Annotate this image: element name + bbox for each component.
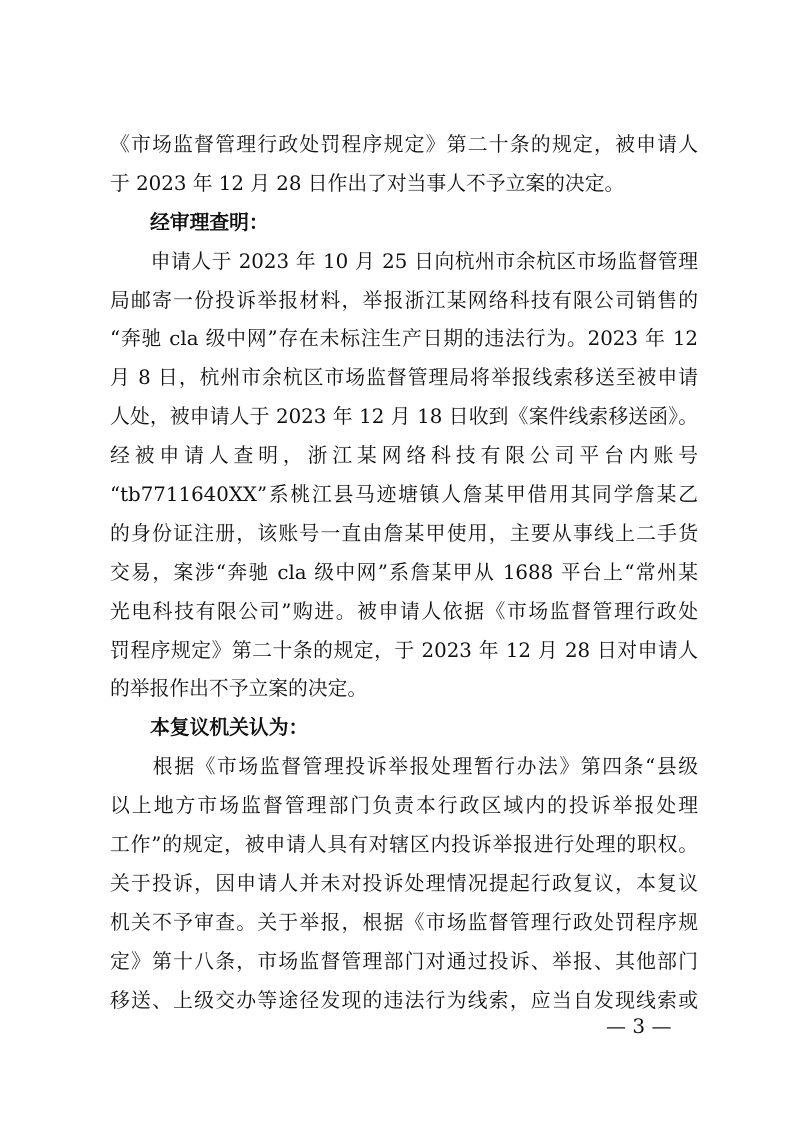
text-line: 关于投诉，因申请人并未对投诉处理情况提起行政复议，本复议 — [110, 871, 698, 895]
text-line: 定》第十八条，市场监督管理部门对通过投诉、举报、其他部门 — [110, 949, 698, 973]
text-line: 罚程序规定》第二十条的规定，于 2023 年 12 月 28 日对申请人 — [110, 638, 698, 662]
text-line: 的举报作出不予立案的决定。 — [110, 677, 368, 701]
text-line: 的身份证注册，该账号一直由詹某甲使用，主要从事线上二手货 — [110, 521, 698, 545]
text-line: 经被申请人查明，浙江某网络科技有限公司平台内账号 — [110, 444, 698, 468]
page-number: — 3 — — [606, 1014, 672, 1038]
text-line: “奔驰 cla 级中网”存在未标注生产日期的违法行为。2023 年 12 — [110, 327, 698, 351]
text-line: 人处，被申请人于 2023 年 12 月 18 日收到《案件线索移送函》。 — [110, 405, 698, 429]
text-line: 根据《市场监督管理投诉举报处理暂行办法》第四条“县级 — [110, 755, 698, 779]
text-line: 以上地方市场监督管理部门负责本行政区域内的投诉举报处理 — [110, 794, 698, 818]
section-heading-opinion: 本复议机关认为： — [150, 716, 309, 740]
text-line: 月 8 日，杭州市余杭区市场监督管理局将举报线索移送至被申请 — [110, 366, 698, 390]
text-line: “tb7711640XX”系桃江县马迹塘镇人詹某甲借用其同学詹某乙 — [110, 483, 698, 507]
text-line: 工作”的规定，被申请人具有对辖区内投诉举报进行处理的职权。 — [110, 833, 698, 857]
text-line: 于 2023 年 12 月 28 日作出了对当事人不予立案的决定。 — [110, 171, 625, 195]
text-line: 交易，案涉“奔驰 cla 级中网”系詹某甲从 1688 平台上“常州某 — [110, 560, 698, 584]
text-line: 机关不予审查。关于举报，根据《市场监督管理行政处罚程序规 — [110, 910, 698, 934]
text-line: 申请人于 2023 年 10 月 25 日向杭州市余杭区市场监督管理 — [110, 249, 698, 273]
text-line: 《市场监督管理行政处罚程序规定》第二十条的规定，被申请人 — [110, 133, 698, 156]
section-heading-findings: 经审理查明： — [150, 210, 269, 234]
text-line: 局邮寄一份投诉举报材料，举报浙江某网络科技有限公司销售的 — [110, 288, 698, 312]
text-line: 移送、上级交办等途径发现的违法行为线索，应当自发现线索或 — [110, 988, 698, 1012]
text-line: 光电科技有限公司”购进。被申请人依据《市场监督管理行政处 — [110, 599, 698, 623]
body-text — [110, 126, 698, 1020]
